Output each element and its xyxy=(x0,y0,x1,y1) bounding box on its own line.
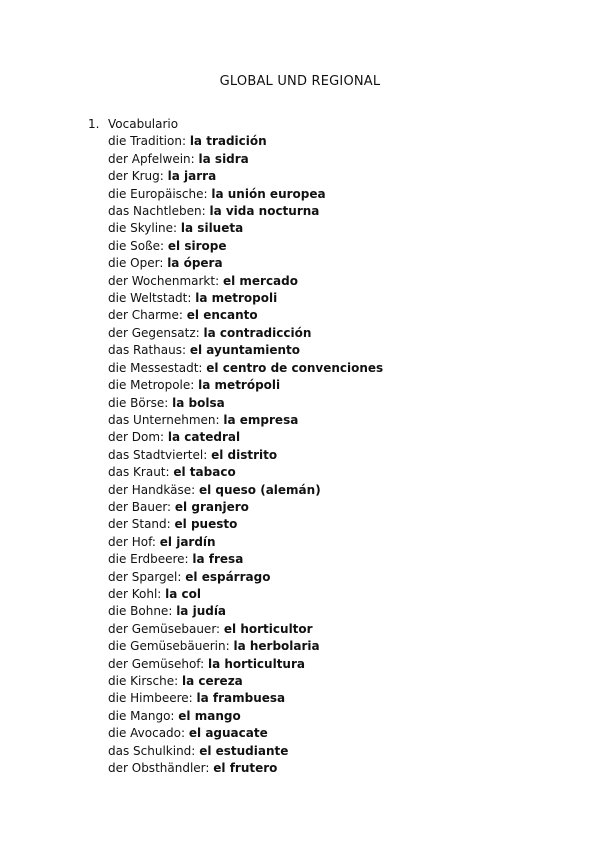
spanish-translation: el aguacate xyxy=(188,726,268,741)
spanish-translation: el espárrago xyxy=(185,569,271,584)
spanish-translation: la judía xyxy=(176,604,227,619)
german-term: der Kohl: xyxy=(108,586,162,601)
spanish-translation: la bolsa xyxy=(172,395,225,410)
german-term: der Dom: xyxy=(108,430,165,445)
spanish-translation: el sirope xyxy=(167,238,227,253)
page-title: GLOBAL UND REGIONAL xyxy=(219,74,381,89)
spanish-translation: el queso (alemán) xyxy=(198,482,321,497)
list-item xyxy=(108,464,568,481)
list-item xyxy=(108,360,568,377)
spanish-translation: el distrito xyxy=(211,447,278,462)
spanish-translation: la cereza xyxy=(182,674,243,688)
list-item xyxy=(108,621,568,638)
german-term: die Tradition: xyxy=(108,134,186,149)
german-term: die Europäische: xyxy=(108,186,208,201)
spanish-translation: la jarra xyxy=(167,169,217,184)
spanish-translation: el granjero xyxy=(174,499,249,514)
section-heading xyxy=(88,116,568,133)
german-term: der Apfelwein: xyxy=(108,151,195,166)
list-item xyxy=(108,725,568,742)
section-number: 1. xyxy=(88,117,100,131)
spanish-translation: la fresa xyxy=(192,552,244,567)
german-term: der Wochenmarkt: xyxy=(108,273,220,288)
list-item xyxy=(108,690,568,707)
german-term: die Metropole: xyxy=(108,378,195,393)
german-term: die Kirsche: xyxy=(108,674,179,688)
list-item xyxy=(108,395,568,412)
spanish-translation: la contradicción xyxy=(203,325,312,340)
list-item xyxy=(108,534,568,551)
spanish-translation: el mercado xyxy=(222,273,298,288)
spanish-translation: el horticultor xyxy=(223,621,313,636)
spanish-translation: la metrópoli xyxy=(198,378,281,393)
list-item xyxy=(108,412,568,429)
spanish-translation: la vida nocturna xyxy=(209,204,320,219)
list-item xyxy=(108,656,568,673)
german-term: der Gemüsebauer: xyxy=(108,621,221,636)
spanish-translation: la tradición xyxy=(189,134,267,149)
german-term: der Gegensatz: xyxy=(108,325,200,340)
list-item xyxy=(108,307,568,324)
spanish-translation: la unión europea xyxy=(211,186,326,201)
vocabulary-list xyxy=(88,133,568,777)
spanish-translation: la sidra xyxy=(198,151,249,166)
german-term: die Messestadt: xyxy=(108,360,203,375)
german-term: die Soße: xyxy=(108,238,165,253)
list-item xyxy=(108,482,568,499)
list-item xyxy=(108,447,568,464)
list-item xyxy=(108,133,568,150)
german-term: der Krug: xyxy=(108,169,164,184)
list-item xyxy=(108,569,568,586)
spanish-translation: la horticultura xyxy=(207,656,305,671)
list-item xyxy=(108,499,568,516)
section-title: Vocabulario xyxy=(108,117,179,131)
list-item xyxy=(108,516,568,533)
list-item xyxy=(108,377,568,394)
german-term: der Obsthändler: xyxy=(108,761,210,776)
spanish-translation: la metropoli xyxy=(195,291,278,306)
german-term: der Charme: xyxy=(108,308,183,323)
list-item xyxy=(108,586,568,603)
spanish-translation: la ópera xyxy=(167,256,223,271)
spanish-translation: la silueta xyxy=(180,221,244,236)
list-item xyxy=(108,708,568,725)
list-item xyxy=(108,203,568,220)
list-item xyxy=(108,342,568,359)
list-item xyxy=(108,638,568,655)
spanish-translation: la catedral xyxy=(167,430,241,445)
list-item xyxy=(108,186,568,203)
spanish-translation: el tabaco xyxy=(173,465,236,480)
german-term: die Gemüsebäuerin: xyxy=(108,639,230,654)
list-item xyxy=(108,551,568,568)
german-term: der Spargel: xyxy=(108,569,182,584)
german-term: die Mango: xyxy=(108,708,175,723)
german-term: die Skyline: xyxy=(108,221,178,236)
spanish-translation: el jardín xyxy=(159,534,216,549)
spanish-translation: el mango xyxy=(178,708,241,723)
spanish-translation: la col xyxy=(165,586,202,601)
spanish-translation: el centro de convenciones xyxy=(206,360,384,375)
spanish-translation: el frutero xyxy=(213,761,278,776)
list-item xyxy=(108,673,568,690)
german-term: das Unternehmen: xyxy=(108,412,220,427)
spanish-translation: el ayuntamiento xyxy=(189,343,301,358)
german-term: der Stand: xyxy=(108,517,171,532)
spanish-translation: el estudiante xyxy=(199,743,289,758)
german-term: das Kraut: xyxy=(108,465,170,480)
spanish-translation: la frambuesa xyxy=(196,691,286,706)
list-item xyxy=(108,743,568,760)
german-term: die Avocado: xyxy=(108,726,186,741)
spanish-translation: la herbolaria xyxy=(233,639,320,654)
spanish-translation: la empresa xyxy=(223,412,299,427)
list-item xyxy=(108,220,568,237)
list-item xyxy=(108,255,568,272)
list-item xyxy=(108,151,568,168)
spanish-translation: el encanto xyxy=(186,308,258,323)
german-term: die Weltstadt: xyxy=(108,291,192,306)
list-item xyxy=(108,290,568,307)
list-item xyxy=(108,273,568,290)
list-item xyxy=(108,429,568,446)
list-item xyxy=(108,760,568,777)
spanish-translation: el puesto xyxy=(174,517,238,532)
german-term: das Rathaus: xyxy=(108,343,187,358)
german-term: der Hof: xyxy=(108,534,156,549)
german-term: die Erdbeere: xyxy=(108,552,189,567)
german-term: die Börse: xyxy=(108,395,169,410)
german-term: der Gemüsehof: xyxy=(108,656,205,671)
list-item xyxy=(108,603,568,620)
german-term: die Oper: xyxy=(108,256,164,271)
vocabulary-section xyxy=(88,116,568,777)
german-term: der Bauer: xyxy=(108,499,172,514)
german-term: die Himbeere: xyxy=(108,691,193,706)
list-item xyxy=(108,238,568,255)
german-term: die Bohne: xyxy=(108,604,173,619)
list-item xyxy=(108,325,568,342)
german-term: das Schulkind: xyxy=(108,743,196,758)
german-term: der Handkäse: xyxy=(108,482,196,497)
german-term: das Nachtleben: xyxy=(108,204,206,219)
german-term: das Stadtviertel: xyxy=(108,447,208,462)
list-item xyxy=(108,168,568,185)
